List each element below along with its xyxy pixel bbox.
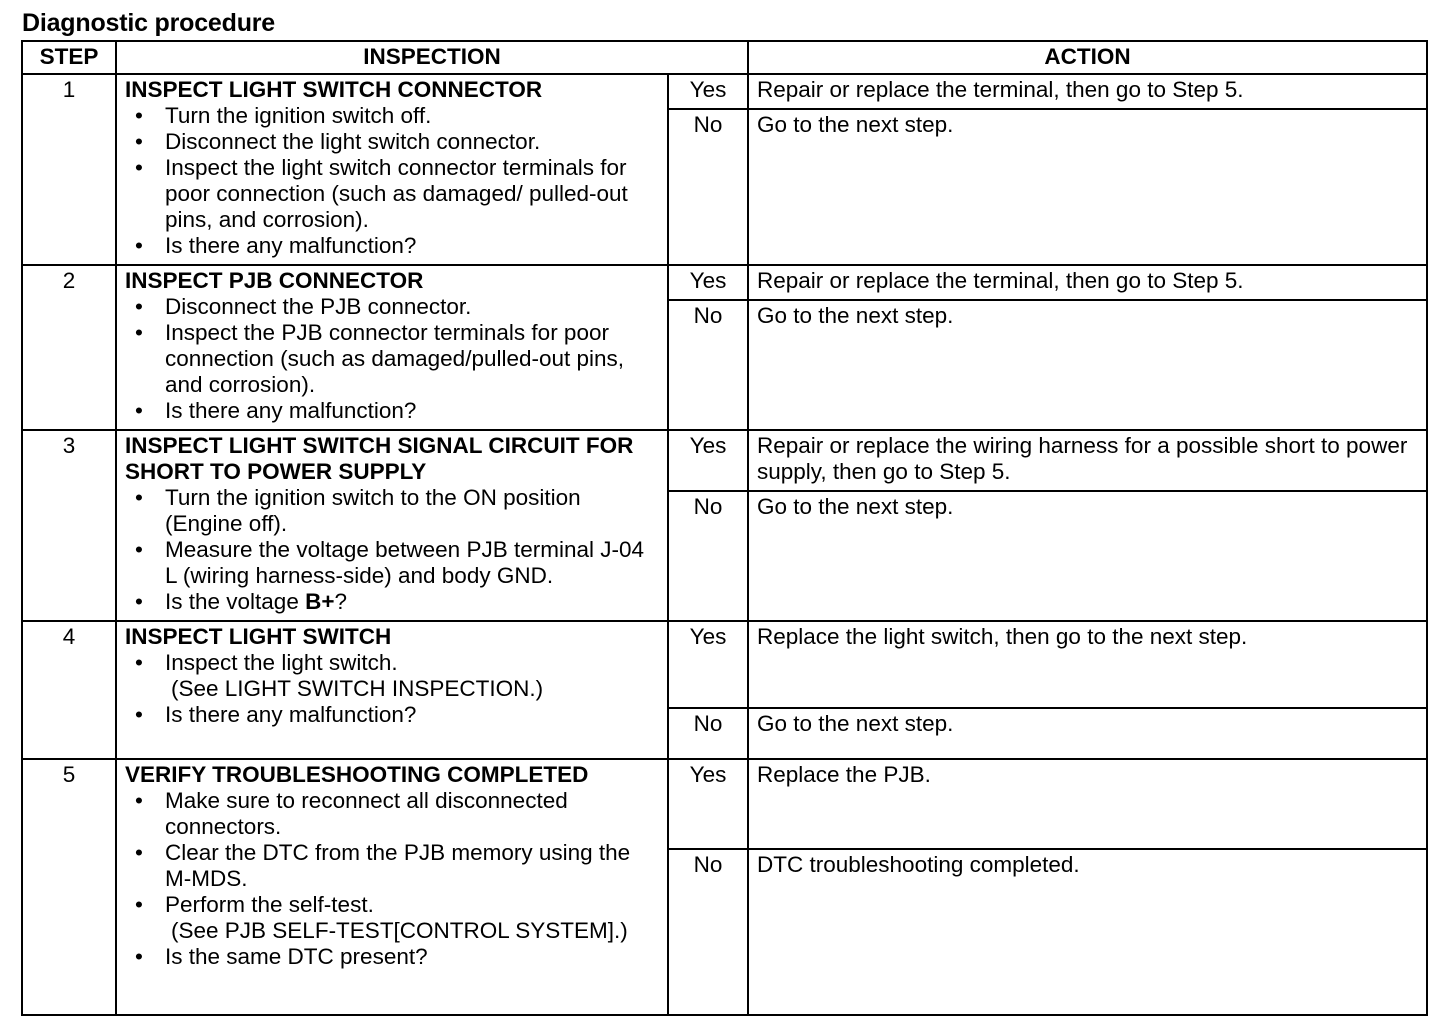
inspection-list xyxy=(125,294,661,424)
no-action: Go to the next step. xyxy=(748,109,1427,265)
page-title: Diagnostic procedure xyxy=(22,9,275,37)
inspection-item: • Turn the ignition switch off. xyxy=(125,103,661,129)
inspection-item xyxy=(125,650,661,702)
no-label: No xyxy=(668,708,748,759)
action-header: ACTION xyxy=(748,41,1427,74)
inspection-cell xyxy=(116,265,668,430)
yes-label: Yes xyxy=(668,430,748,491)
no-label: No xyxy=(668,849,748,1015)
inspection-cell xyxy=(116,430,668,621)
inspection-item-text: Inspect the light switch. xyxy=(165,650,398,675)
no-action: Go to the next step. xyxy=(748,708,1427,759)
inspection-item: • Inspect the PJB connector terminals for poor connection (such as damaged/pulled-out pins, and corrosion). xyxy=(125,320,661,398)
inspection-cell xyxy=(116,621,668,759)
inspection-list xyxy=(125,650,661,728)
inspection-title: INSPECT PJB CONNECTOR xyxy=(125,268,424,293)
inspection-item: • Turn the ignition switch to the ON position (Engine off). xyxy=(125,485,661,537)
step-row-1-yes xyxy=(22,74,1427,109)
no-label: No xyxy=(668,300,748,430)
inspection-list xyxy=(125,103,661,259)
step-number: 5 xyxy=(22,759,116,1015)
inspection-list xyxy=(125,788,661,970)
step-number: 4 xyxy=(22,621,116,759)
inspection-title: INSPECT LIGHT SWITCH xyxy=(125,624,392,649)
diagnostic-table xyxy=(21,40,1428,1016)
question-mark: ? xyxy=(334,589,348,614)
inspection-item: • Disconnect the PJB connector. xyxy=(125,294,661,320)
inspection-item: • Is the same DTC present? xyxy=(125,944,661,970)
inspection-item: • Clear the DTC from the PJB memory using the M-MDS. xyxy=(125,840,661,892)
inspection-item xyxy=(125,589,661,615)
inspection-item: • Inspect the light switch connector terminals for poor connection (such as damaged/ pulled-out pins, and corrosion). xyxy=(125,155,661,233)
no-action: Go to the next step. xyxy=(748,300,1427,430)
yes-action: Repair or replace the terminal, then go to Step 5. xyxy=(748,74,1427,109)
yes-label: Yes xyxy=(668,621,748,708)
inspection-title: INSPECT LIGHT SWITCH CONNECTOR xyxy=(125,77,543,102)
voltage-value: B+ xyxy=(305,589,335,614)
step-row-2-yes xyxy=(22,265,1427,300)
no-label: No xyxy=(668,491,748,621)
no-action: DTC troubleshooting completed. xyxy=(748,849,1427,1015)
inspection-item: • Measure the voltage between PJB terminal J-04 L (wiring harness-side) and body GND. xyxy=(125,537,661,589)
no-label: No xyxy=(668,109,748,265)
inspection-cell xyxy=(116,74,668,265)
yes-action: Repair or replace the terminal, then go to Step 5. xyxy=(748,265,1427,300)
step-row-5-yes xyxy=(22,759,1427,849)
inspection-list xyxy=(125,485,661,615)
yes-action: Replace the light switch, then go to the next step. xyxy=(748,621,1427,708)
inspection-item-text: Is the voltage xyxy=(165,589,299,614)
inspection-title: VERIFY TROUBLESHOOTING COMPLETED xyxy=(125,762,589,787)
no-action: Go to the next step. xyxy=(748,491,1427,621)
inspection-item xyxy=(125,892,661,944)
yes-label: Yes xyxy=(668,74,748,109)
step-row-4-yes xyxy=(22,621,1427,708)
yes-label: Yes xyxy=(668,265,748,300)
step-number: 1 xyxy=(22,74,116,265)
inspection-item: • Make sure to reconnect all disconnected connectors. xyxy=(125,788,661,840)
inspection-reference: (See PJB SELF-TEST[CONTROL SYSTEM].) xyxy=(171,918,628,943)
yes-action: Replace the PJB. xyxy=(748,759,1427,849)
inspection-item-text: Perform the self-test. xyxy=(165,892,374,917)
step-row-3-yes xyxy=(22,430,1427,491)
inspection-header: INSPECTION xyxy=(116,41,748,74)
yes-action: Repair or replace the wiring harness for a possible short to power supply, then go to Step 5. xyxy=(748,430,1427,491)
inspection-item: • Is there any malfunction? xyxy=(125,702,661,728)
yes-label: Yes xyxy=(668,759,748,849)
inspection-item: • Is there any malfunction? xyxy=(125,233,661,259)
inspection-item: • Is there any malfunction? xyxy=(125,398,661,424)
step-number: 2 xyxy=(22,265,116,430)
inspection-cell xyxy=(116,759,668,1015)
header-row xyxy=(22,41,1427,74)
inspection-item: • Disconnect the light switch connector. xyxy=(125,129,661,155)
step-header: STEP xyxy=(22,41,116,74)
step-number: 3 xyxy=(22,430,116,621)
inspection-reference: (See LIGHT SWITCH INSPECTION.) xyxy=(171,676,544,701)
inspection-title: INSPECT LIGHT SWITCH SIGNAL CIRCUIT FOR SHORT TO POWER SUPPLY xyxy=(125,433,634,484)
